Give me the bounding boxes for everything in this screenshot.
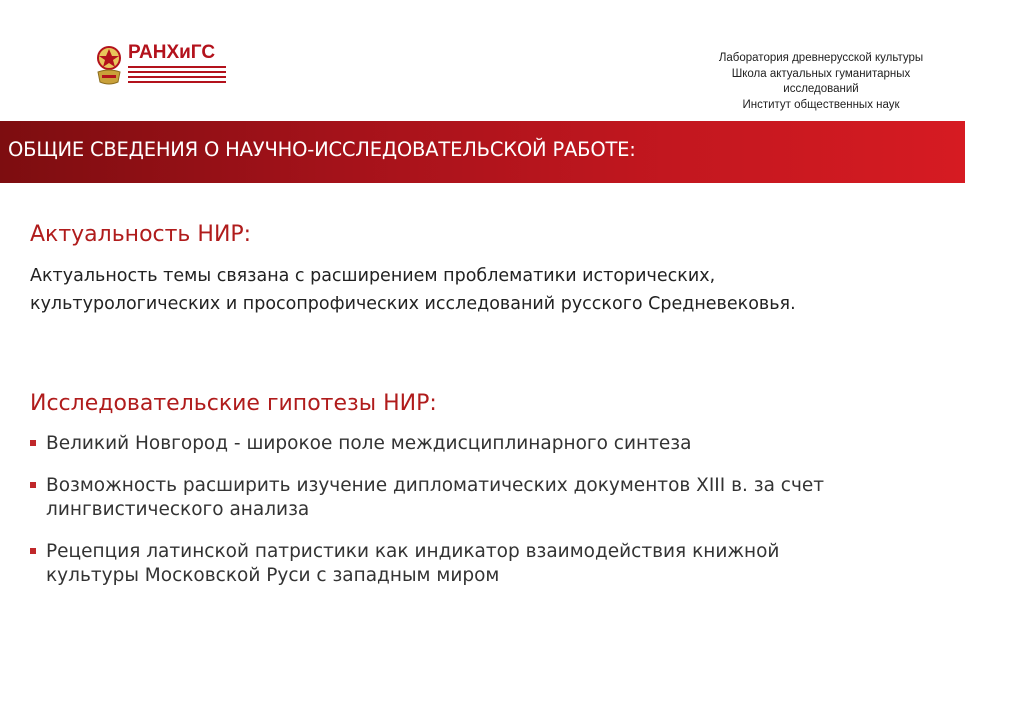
list-item-text: Рецепция латинской патристики как индикатор взаимодействия книжной	[46, 541, 780, 562]
logo-wordmark: РАНХиГС	[128, 42, 216, 63]
list-item	[30, 540, 950, 588]
institution-line: Лаборатория древнерусской культуры	[718, 52, 924, 64]
list-item-text: Возможность расширить изучение дипломатических документов XIII в. за счет	[46, 475, 825, 496]
paragraph-line: Актуальность темы связана с расширением проблематики исторических,	[30, 266, 716, 286]
list-item	[30, 474, 950, 522]
bullet-square-icon	[30, 482, 36, 488]
list-item-text: лингвистического анализа	[46, 499, 310, 520]
emblem-icon	[93, 42, 125, 88]
bullet-square-icon	[30, 440, 36, 446]
institution-block	[690, 51, 952, 113]
institution-line: Школа актуальных гуманитарных	[731, 67, 911, 80]
institution-line: исследований	[783, 83, 859, 95]
logo-subtitle-lines	[128, 66, 226, 86]
slide-title: ОБЩИЕ СВЕДЕНИЯ О НАУЧНО-ИССЛЕДОВАТЕЛЬСКОЙ РАБОТЕ:	[8, 138, 636, 161]
list-item-text: Великий Новгород - широкое поле междисциплинарного синтеза	[46, 433, 692, 454]
institution-line: Институт общественных наук	[742, 98, 900, 111]
list-item	[30, 432, 950, 456]
paragraph-line: культурологических и просопрофических исследований русского Средневековья.	[30, 294, 796, 314]
relevance-paragraph	[30, 262, 930, 318]
hypotheses-heading: Исследовательские гипотезы НИР:	[30, 391, 437, 416]
hypotheses-list	[30, 432, 950, 606]
list-item-text: культуры Московской Руси с западным миром	[46, 565, 500, 586]
title-banner	[0, 121, 965, 183]
bullet-square-icon	[30, 548, 36, 554]
ranepa-logo	[93, 42, 233, 92]
relevance-heading: Актуальность НИР:	[30, 222, 252, 247]
